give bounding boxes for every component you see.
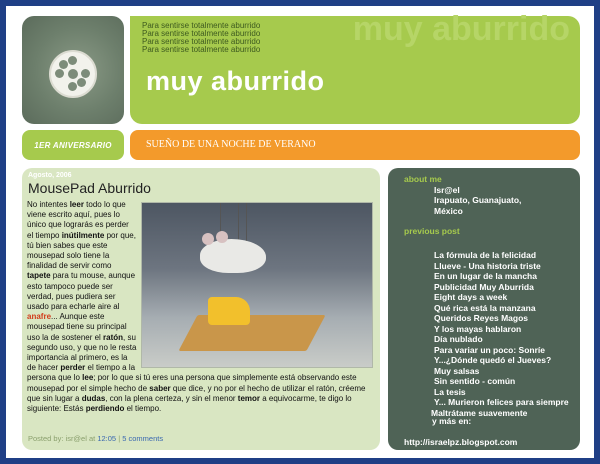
sidebar <box>388 168 580 450</box>
post-link[interactable]: Y... Murieron felices para siempre <box>434 397 569 407</box>
post-link[interactable]: Muy salsas <box>434 365 480 376</box>
post-time-link[interactable]: 12:05 <box>97 434 117 443</box>
post-link[interactable]: La fórmula de la felicidad <box>434 250 537 260</box>
previous-heading: previous post <box>404 226 460 236</box>
post-link[interactable]: Sin sentido - común <box>434 376 516 386</box>
post-link[interactable]: En un lugar de la mancha <box>434 271 537 281</box>
film-reel-icon <box>49 50 97 98</box>
anniversary-link[interactable]: 1ER ANIVERSARIO <box>22 130 124 160</box>
blog-title[interactable]: muy aburrido <box>146 66 325 96</box>
post-link[interactable]: Llueve - Una historia triste <box>434 260 541 271</box>
blog-post <box>22 168 380 450</box>
tagline: Para sentirse totalmente aburrido Para sentirse totalmente aburrido Para sentirse totalmente aburrido Para sentirse totalmente aburrido <box>142 21 261 54</box>
blog-frame <box>6 6 594 458</box>
about-text: Isr@el Irapuato, Guanajuato, México <box>434 185 522 216</box>
post-link[interactable]: Maltrátame suavemente <box>431 407 528 418</box>
post-date: Agosto, 2006 <box>28 172 72 179</box>
post-image <box>141 202 373 368</box>
post-title[interactable]: MousePad Aburrido <box>28 180 151 196</box>
post-link[interactable]: Qué rica está la manzana <box>434 302 536 313</box>
nav-bar <box>130 130 580 160</box>
post-link[interactable]: Y los mayas hablaron <box>434 323 522 334</box>
post-link[interactable]: Para variar un poco: Sonríe <box>434 344 546 355</box>
logo <box>22 16 124 124</box>
post-footer: Posted by: isr@el at 12:05 | 5 comments <box>28 434 164 443</box>
post-link[interactable]: Y...¿Dónde quedó el Jueves? <box>434 355 552 365</box>
header-watermark: muy aburrido <box>352 10 570 48</box>
blog-header <box>130 10 580 124</box>
post-link[interactable]: Eight days a week <box>434 292 508 302</box>
post-body: No intentes leer todo lo que viene escrito aquí, pues lo único que lograrás es perder el tiempo inútilmente por que, tú bien sabes que este mousepad solo tiene la finalidad de servir como tapete para tu mouse, aunque esto tampoco puede ser verdad, pues pudiera ser usado para echarle aire al anafre... Aunque este mousepad tiene su principal uso la de sostener el ratón, su segundo uso, y que no le resta importancia al primero, es la de hacer perder el tiempo a la persona que lo lee; por lo que si tú eres una persona que simplemente está observando este mousepad por el simple hecho de saber que dice, y no por el hecho de utilizar el ratón, créeme que sin lugar a dudas, con la plena certeza, y sin el menor temor a equivocarme, te digo lo siguiente: Estás perdiendo el tiempo. <box>27 200 377 414</box>
previous-posts-list <box>431 250 569 418</box>
more-label: y más en: <box>432 416 472 426</box>
blog-url-link[interactable]: http://israelpz.blogspot.com <box>404 437 518 447</box>
comments-link[interactable]: 5 comments <box>122 434 164 443</box>
about-heading: about me <box>404 174 442 184</box>
post-link[interactable]: La tesis <box>434 386 466 397</box>
post-link[interactable]: Día nublado <box>434 334 483 344</box>
dream-link[interactable]: SUEÑO DE UNA NOCHE DE VERANO <box>146 139 316 150</box>
post-link[interactable]: Queridos Reyes Magos <box>434 313 529 323</box>
post-link[interactable]: Publicidad Muy Aburrida <box>434 281 534 292</box>
